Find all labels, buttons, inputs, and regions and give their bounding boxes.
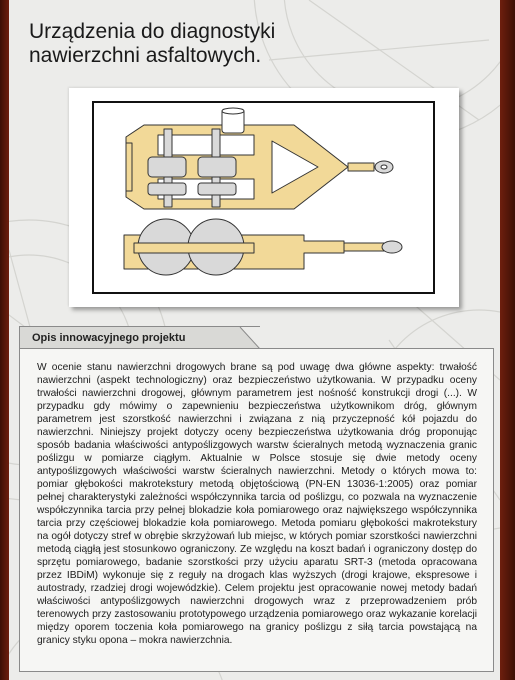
description-text: W ocenie stanu nawierzchni drogowych brane są pod uwagę dwa główne aspekty: trwałość nawierzchni (aspekt technologiczny) oraz bezpieczeństwo użytkowania. W przypadku oceny trwałości nawierzchni drogowej, głównym parametrem jest nośność konstrukcji drogi (...). W przypadku gdy mówimy o zapewnieniu bezpieczeństwa użytkownikom dróg, głównym parametrem jest szorstkość nawierzchni i związana z nią przyczepność kół pojazdu do nawierzchni. Niniejszy projekt dotyczy oceny bezpieczeństwa użytkowania dróg proponując sposób badania właściwości antypoślizgowych warstw ścieralnych metodą wyznaczenia granic poślizgu w pomiarze ciągłym. Aktualnie w Polsce stosuje się dwie metody oceny antypoślizgowych właściwości warstw ścieralnych nawierzchni. Metody o których mowa to: pomiar głębokości makrotekstury metodą objętościową (PN-EN 13036-1:2005) oraz pomiar pełnej charakterystyki zależności współczynnika tarcia od poślizgu, co pozwala na wyznaczenie współczynnika tarcia przy pełnej blokadzie koła pomiarowego oraz największego współczynnika tarcia przy częściowej blokadzie koła pomiarowego. Metoda pomiaru głębokości makrotekstury na ogół dotyczy stref w obrębie skrzyżowań lub miejsc, w których pomiar szorstkości nawierzchni metodą ciągłą jest stosunkowo ograniczony. Ze względu na koszt badań i ograniczony dostęp do sprzętu pomiarowego, badanie szorstkości przy użyciu aparatu SRT-3 (metoda opracowana przez IBDiM) wykonuje się z reguły na drogach klas wyższych (drogi krajowe, ekspresowe i autostrady, rzadziej drogi wojewódzkie). Celem projektu jest opracowanie nowej metody badań właściwości antypoślizgowych nawierzchni drogowych wraz z przeprowadzeniem prób terenowych przy zastosowaniu prototypowego urządzenia pomiarowego oraz wykazanie korelacji między oporem toczenia koła pomiarowego na granicy poślizgu z siłą tarcia powstającą na granicy styku opona – mokra nawierzchnia. bbox=[37, 362, 477, 646]
page-title bbox=[29, 20, 275, 68]
section-tab bbox=[19, 326, 260, 349]
figure-card bbox=[69, 88, 459, 307]
figure-frame bbox=[92, 101, 435, 294]
background-left-edge bbox=[0, 0, 9, 680]
project-description-section bbox=[19, 326, 494, 672]
page-title-line-1: Urządzenia do diagnostyki bbox=[29, 20, 276, 43]
content-panel bbox=[9, 0, 500, 680]
section-body bbox=[19, 348, 494, 672]
background-right-edge bbox=[500, 0, 515, 680]
section-heading: Opis innowacyjnego projektu bbox=[32, 332, 186, 344]
page-title-line-2: nawierzchni asfaltowych. bbox=[29, 44, 262, 67]
trailer-drawing-icon bbox=[94, 103, 433, 292]
